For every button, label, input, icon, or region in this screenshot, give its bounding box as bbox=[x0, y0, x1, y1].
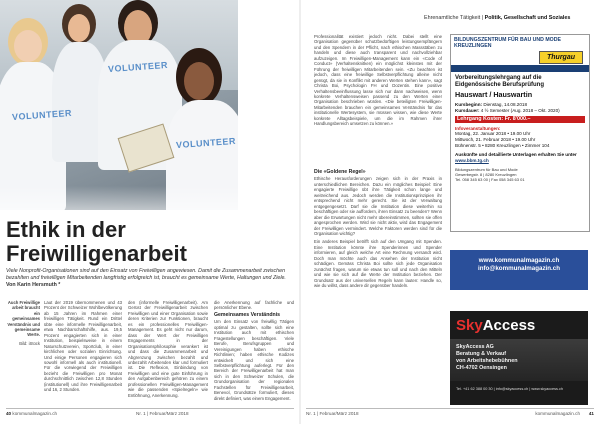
left-column-3 bbox=[214, 300, 294, 404]
ad1-addr-3: Tel. 058 345 63 00 | Fax 058 345 63 01 bbox=[455, 177, 525, 183]
right-column-rest bbox=[314, 168, 442, 404]
ad1-course-title: Hauswart / Hauswartin bbox=[455, 90, 533, 99]
right-column-para2: Ethische Herausforderungen zeigen sich in der Praxis in unterschiedlichen Bereichen. Dazu ein mögliches Beispiel: Eine engagierte Freiwillige übt ihre Tätigkeit schon lange und weitreichend aus. Jedoch werden die Institutionsprinzipien ihr entsprechend nicht mehr gerecht. Sie ist der Verwaltung entgegengesetzt. Darf sie die Institution diese weiterhin so beschäftigen oder sie auffordern, ihren Einsatz zu beenden? Wenn aber die Erwartungen nicht mehr übereinstimmen, sollten sie offen angesprochen werden. Wird sie nicht aktiv, wird das Engagement der Freiwilligen vermindert. Welche Faktoren werden sind für die Organisation wichtig? bbox=[314, 176, 442, 236]
left-page-number: 40 bbox=[6, 411, 12, 416]
left-footer-issue: Nr. 1 | Februar/März 2018 bbox=[136, 411, 189, 416]
brand-access: Access bbox=[482, 317, 536, 334]
page-gutter bbox=[299, 0, 301, 424]
article-title bbox=[6, 218, 238, 266]
ad3-contact: Tel. +41 62 388 00 30 | info@skyaccess.ch | www.skyaccess.ch bbox=[456, 387, 564, 391]
ad1-cost-value: Fr. 8'000.– bbox=[504, 115, 531, 122]
ad3-line3: von Arbeitshebebühnen bbox=[456, 358, 518, 364]
title-line-1: Ethik in der bbox=[6, 217, 126, 242]
col3-intro: die Anerkennung auf fachliche und persönlicher Ebene. bbox=[214, 300, 294, 311]
ad1-addr-1: Bildungszentrum für Bau und Mode bbox=[455, 167, 518, 173]
ad1-more-text: Auskünfte und detaillierte Unterlagen erhalten Sie unter bbox=[455, 151, 577, 157]
ad3-mid bbox=[450, 339, 588, 381]
right-page-number: 41 bbox=[588, 411, 594, 416]
right-footer-site: kommunalmagazin.ch bbox=[535, 411, 580, 416]
bbm-course-ad[interactable] bbox=[450, 34, 590, 232]
lead-text: Viele Nonprofit-Organisationen sind auf den Einsatz von Freiwilligen angewiesen. Damit die Zusammenarbeit zwischen bezahlten und freiwilligen Mitarbeitenden langfristig erfolgreich ist, braucht es gemeinsame Werte, Haltungen und Ziele. bbox=[6, 268, 286, 282]
section-title: Politik, Gesellschaft und Soziales bbox=[484, 15, 571, 21]
ad1-start-label: Kursbeginn: bbox=[455, 102, 483, 107]
article-lead bbox=[6, 268, 296, 290]
ad1-start-value: Dienstag, 14.08.2018 bbox=[483, 102, 528, 107]
ad1-website-link[interactable]: www.bbm.tg.ch bbox=[455, 157, 489, 163]
ad1-body bbox=[455, 75, 585, 182]
ad1-header-line1: BILDUNGSZENTRUM FÜR BAU UND MODE bbox=[454, 37, 561, 43]
ad1-info-3: Bühnenstr. 5 • 8280 Kreuzlingen • Zimmer 104 bbox=[455, 142, 550, 148]
right-footer-issue: Nr. 1 | Februar/März 2018 bbox=[306, 411, 359, 416]
ad2-email[interactable]: info@kommunalmagazin.ch bbox=[477, 265, 560, 272]
right-column-para1: Professionalität existiert jedoch nicht. Dabei stellt eine Organisation gegenüber schutzbedürftigen leistungsempfängern und den Spendern in der Pflicht, nach ethischen Massstäben zu handeln und diese auch transparent und nachvollziehbar aufzuzeigen. Im Freiwilligen-Management kann ein «Code of Conduct» (Verhaltensknitken) ein möglichst kleinstes mit der Führung der freiwilligen Mitarbeitenden sein. «Zu beachten ist jedoch, dass eine freiwillige Selbstverpflichtung alleine nicht genügt, da sie in Konflikt mit anderen Werten stehen kann», sagt Christa Boi, Psychologin FH und Dozentin. Eine positive Verhaltensbeeinflussung lasse sich nur dann nachweisen, wenn konkrete Verhaltensweisen passend zu den Werten einer Organisation beschrieben würden. «Die beteiligten Freiwilligen-Mitarbeitenden brauchen ein gemeinsames Verständnis für das institutionelle Wertesystem, sie müssen wissen, wie diese Werte konkrete Alltagsbeispiele, um die im Rahmen ihrer Handlungsbereich umsetzen zu können.» bbox=[314, 34, 442, 127]
author-byline: Von Karin Hersmuth * bbox=[6, 282, 61, 289]
ad2-website[interactable]: www.kommunalmagazin.ch bbox=[478, 257, 560, 264]
caption-text: Auch Freiwillige arbeit braucht ein gemeinsames Verständnis und gemeinsame Werte. bbox=[7, 300, 40, 338]
col3-body: Um den Einsatz von freiwillig Tätigen optimal zu gestalten, sollte sich eine Institution auch mit ethischen Fragestellungen beschäftigen. Viele Berufe, Berufsgruppen und Vereinigungen haben ethische Richtlinien; haben ethische Kodizes entwickelt und sich eine Selbstverpflichtung auferlegt. Für den Bereich der Freiwilligenarbeit hat man sich in den Schweizer Schulen, die Grundorganisation der regionalen Fachstellen für Freiwilligenarbeit, Benevol, Grundsätze formuliert, dieses direkt definiert, was einem Engagement. bbox=[214, 319, 294, 401]
ad1-header-line2: KREUZLINGEN bbox=[454, 43, 492, 49]
right-footer bbox=[306, 408, 594, 416]
section-label: Ehrenamtliche Tätigkeit bbox=[424, 15, 481, 21]
right-column-para3: Ein anderes Beispiel betrifft sich auf den Umgang mit Spenden. Eine Institution könnte ihre Spenderinnen und Spender informieren, auf gleich welche Art eine Rechnung versandt wird. Doch man möchte auch das Ansehen der Institution nicht schädigen. Gemäss Christa Boi sollte sich jede Organisation zunächst fragen, warum sie etwas tun soll und nach den Mitteln und wie sie sich auf die Werte der Institution beziehen. Der Grundsatz aus der universellen Regeln kann lauten: Handle so, wie du willst, dass andere dir gegenüber handeln. bbox=[314, 239, 442, 289]
right-column-heading: Die «Goldene Regel» bbox=[314, 169, 366, 175]
left-footer bbox=[6, 408, 294, 416]
skyaccess-logo bbox=[456, 317, 588, 335]
left-footer-site: kommunalmagazin.ch bbox=[12, 411, 58, 416]
ad1-info-1: Montag, 22. Januar 2018 • 19.00 Uhr bbox=[455, 131, 531, 137]
volunteers-photo: VOLUNTEER VOLUNTEER VOLUNTEER bbox=[0, 0, 238, 210]
ad1-course-line2: Eidgenössische Berufsprüfung bbox=[455, 82, 545, 88]
ad3-company: SkyAccess AG bbox=[456, 344, 494, 350]
ad3-line4: CH-4702 Oensingen bbox=[456, 365, 507, 371]
photo-caption bbox=[6, 300, 40, 346]
ad1-header bbox=[451, 35, 589, 49]
ad1-addr-2: Gewerbegstr. 8 | 8280 Kreuzlingen bbox=[455, 172, 517, 178]
ad1-info-2: Mittwoch, 21. Februar 2018 • 19.00 Uhr bbox=[455, 137, 536, 143]
ad1-band bbox=[451, 65, 589, 72]
ad1-cost-label: Lehrgang Kosten: bbox=[457, 115, 504, 122]
ad1-dauer-label: Kursdauer: bbox=[455, 107, 480, 113]
col3-heading: Gemeinsames Verständnis bbox=[214, 311, 281, 318]
title-line-2: Freiwilligenarbeit bbox=[6, 241, 187, 266]
caption-credit: Bild: iStock bbox=[19, 340, 40, 346]
ad3-line2: Beratung & Verkauf bbox=[456, 351, 507, 357]
ad1-info-label: Infoveranstaltungen: bbox=[455, 125, 501, 131]
ad1-course-line1: Vorbereitungslehrgang auf die bbox=[455, 75, 542, 81]
left-column-2: den (informelle Freiwilligenarbeit). Am Gerüst der Freiwilligenarbeit zwischen Freiwilligen und einer Organisation sowie deren Kriterien zur Funktionen, braucht es ein professionelles Freiwilligen-Management. Es geht nicht nur darum, dass der Wert der Freiwilligen Engagements in der Organisationsphilosophie verankert ist und dass die Zusammenarbeit und Abgrenzung zwischen bezahlt und unbezahlt Arbeitenden klar und formuliert ist. Die Reflexion, Einbindung von Freiwilligen und eine gute Einführung in den Aufgabenbereich gehören zu einem professionellen Freiwilligen-Management wie die passenden «Spielregeln» wie Entlöhnung, Anerkennung. bbox=[128, 300, 208, 398]
skyaccess-ad[interactable] bbox=[450, 311, 588, 405]
kommunalmagazin-ad[interactable] bbox=[450, 250, 588, 290]
left-column-1: Laut der 2019 übernommenen und 43 Prozent der Schweizer Wohlbevölkerung ab 15 Jahren im Rahmen einer freiwilligen Tätigkeit. Rund ein Drittel übte eine informelle Freiwilligenarbeit, etwa Nachbarschaftshilfe, aus. 19,5 Prozent engagierten sich in einer Institution, beispielsweise in einem Naturschutzverein, Sportclub, in einer kirchlichen oder sozialen Einrichtung. Und einige Personen engagieren sich sowohl informell als auch institutionell. Für die vorwiegend der Freiwilligen bezieht die Freiwilligen pro Monat durchschnittlich zwischen 12,8 Stunden (institutionell) und ihre Freiwilligenarbeit und 16, 2 Stunden. bbox=[44, 300, 122, 393]
brand-sky: Sky bbox=[456, 317, 483, 334]
ad1-dauer-value: 4 ½ Semester (Aug. 2018 – Okt. 2020) bbox=[480, 107, 560, 113]
section-header: Ehrenamtliche Tätigkeit | Politik, Gesellschaft und Soziales bbox=[424, 15, 571, 21]
thurgau-logo: Thurgau bbox=[539, 51, 583, 64]
